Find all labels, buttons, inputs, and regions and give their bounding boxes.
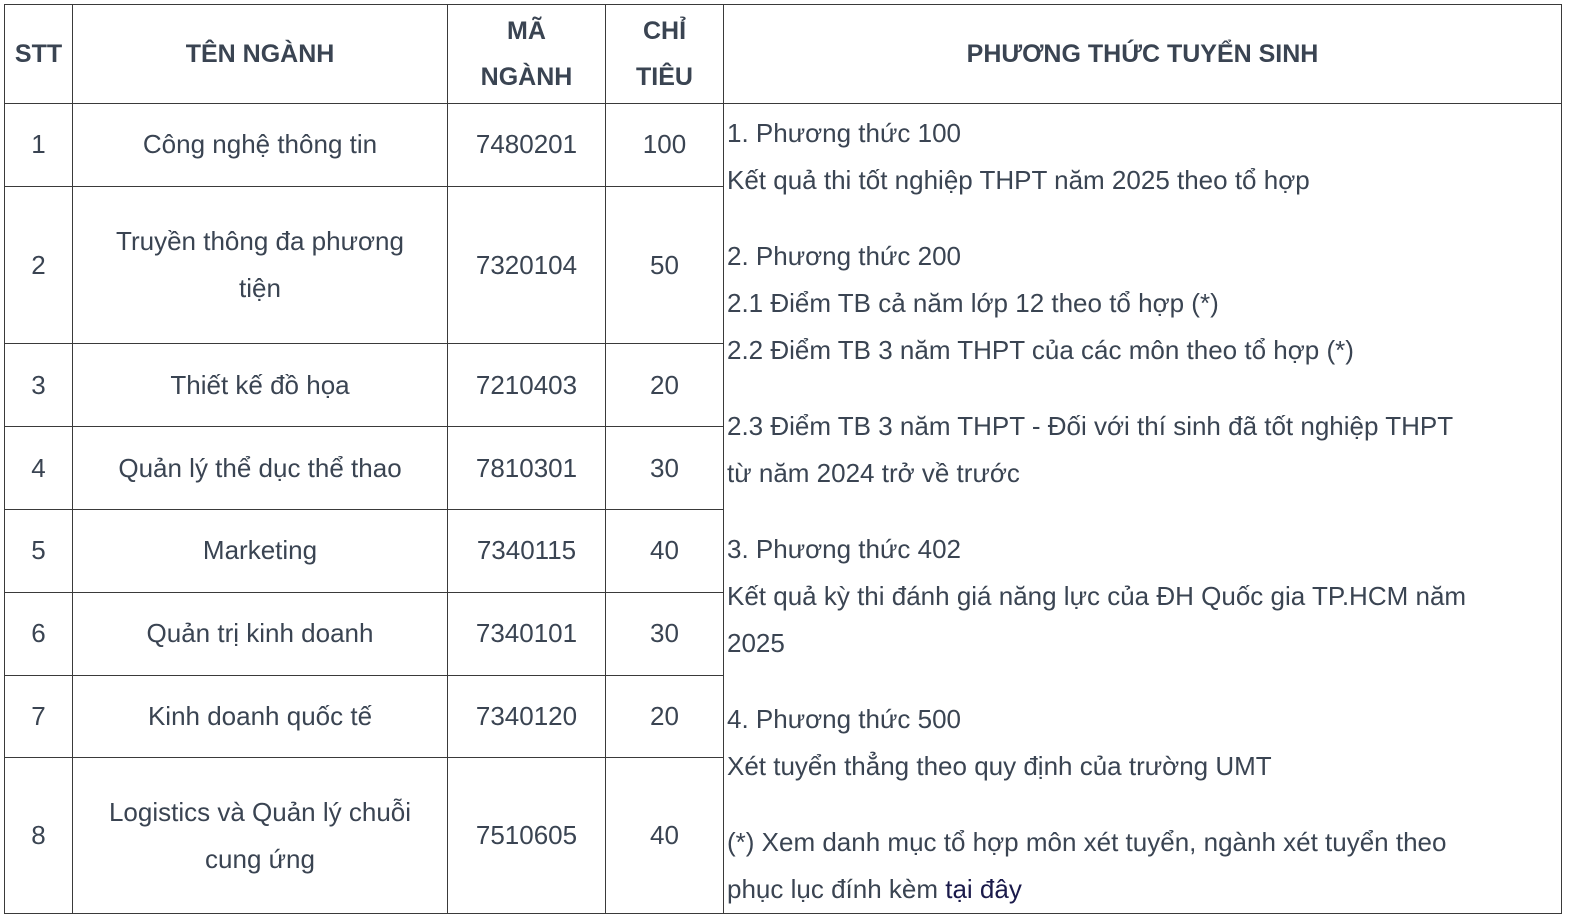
method-402-title: 3. Phương thức 402: [727, 534, 961, 564]
cell-ten-nganh: [73, 758, 448, 914]
header-chi-tieu-line2: TIÊU: [636, 63, 693, 91]
note-line1: (*) Xem danh mục tổ hợp môn xét tuyển, ngành xét tuyển theo: [727, 827, 1447, 857]
cell-stt: 5: [5, 509, 73, 592]
header-ten-nganh: TÊN NGÀNH: [73, 5, 448, 104]
cell-ten-nganh-line1: Truyền thông đa phương: [116, 226, 404, 257]
cell-ma-nganh: 7320104: [448, 186, 606, 344]
cell-chi-tieu: 40: [606, 758, 724, 914]
method-402-desc-line1: Kết quả kỳ thi đánh giá năng lực của ĐH Quốc gia TP.HCM năm: [727, 581, 1467, 611]
cell-ten-nganh: Thiết kế đồ họa: [73, 344, 448, 427]
cell-ten-nganh-line2: cung ứng: [205, 843, 315, 874]
header-phuong-thuc: PHƯƠNG THỨC TUYỂN SINH: [724, 5, 1562, 104]
method-200-item-2: 2.2 Điểm TB 3 năm THPT của các môn theo tổ hợp (*): [727, 335, 1354, 365]
cell-ten-nganh: Kinh doanh quốc tế: [73, 675, 448, 758]
cell-chi-tieu: 100: [606, 104, 724, 187]
cell-stt: 6: [5, 592, 73, 675]
cell-chi-tieu: 30: [606, 427, 724, 510]
method-200-title: 2. Phương thức 200: [727, 241, 961, 271]
cell-ma-nganh: 7480201: [448, 104, 606, 187]
header-ma-nganh-line2: NGÀNH: [480, 63, 573, 91]
method-200-item-3-line1: 2.3 Điểm TB 3 năm THPT - Đối với thí sinh đã tốt nghiệp THPT: [727, 411, 1454, 441]
note-text: phục lục đính kèm: [727, 874, 946, 904]
cell-chi-tieu: 30: [606, 592, 724, 675]
cell-ma-nganh: 7340101: [448, 592, 606, 675]
cell-chi-tieu: 50: [606, 186, 724, 344]
cell-chi-tieu: 20: [606, 344, 724, 427]
cell-chi-tieu: 40: [606, 509, 724, 592]
cell-ma-nganh: 7340115: [448, 509, 606, 592]
cell-ma-nganh: 7340120: [448, 675, 606, 758]
cell-stt: 1: [5, 104, 73, 187]
cell-stt: 3: [5, 344, 73, 427]
cell-stt: 4: [5, 427, 73, 510]
table-row: [5, 104, 1562, 187]
header-ma-nganh: [448, 5, 606, 104]
methods-cell: [724, 104, 1562, 914]
cell-ten-nganh-line1: Logistics và Quản lý chuỗi: [108, 796, 412, 827]
cell-ten-nganh: Quản trị kinh doanh: [73, 592, 448, 675]
cell-ma-nganh: 7510605: [448, 758, 606, 914]
header-row: [5, 5, 1562, 104]
header-chi-tieu: [606, 5, 724, 104]
admission-table: [4, 4, 1562, 914]
cell-stt: 2: [5, 186, 73, 344]
cell-chi-tieu: 20: [606, 675, 724, 758]
cell-ma-nganh: 7210403: [448, 344, 606, 427]
cell-ten-nganh: [73, 186, 448, 344]
method-100-title: 1. Phương thức 100: [727, 118, 961, 148]
method-500-desc: Xét tuyển thẳng theo quy định của trường UMT: [727, 751, 1272, 781]
method-200-item-3-line2: từ năm 2024 trở về trước: [727, 458, 1020, 488]
cell-ten-nganh: Quản lý thể dục thể thao: [73, 427, 448, 510]
cell-ten-nganh: Công nghệ thông tin: [73, 104, 448, 187]
cell-ma-nganh: 7810301: [448, 427, 606, 510]
cell-ten-nganh: Marketing: [73, 509, 448, 592]
header-chi-tieu-line1: CHỈ: [642, 17, 687, 45]
cell-stt: 7: [5, 675, 73, 758]
note-line2: [727, 866, 1557, 913]
method-200-item-1: 2.1 Điểm TB cả năm lớp 12 theo tổ hợp (*): [727, 288, 1219, 318]
attachment-link[interactable]: tại đây: [945, 874, 1022, 904]
method-100-desc: Kết quả thi tốt nghiệp THPT năm 2025 theo tổ hợp: [727, 165, 1310, 195]
cell-stt: 8: [5, 758, 73, 914]
cell-ten-nganh-line2: tiện: [239, 273, 281, 304]
method-402-desc-line2: 2025: [727, 628, 785, 658]
method-500-title: 4. Phương thức 500: [727, 704, 961, 734]
header-ma-nganh-line1: MÃ: [507, 17, 546, 45]
header-stt: STT: [5, 5, 73, 104]
